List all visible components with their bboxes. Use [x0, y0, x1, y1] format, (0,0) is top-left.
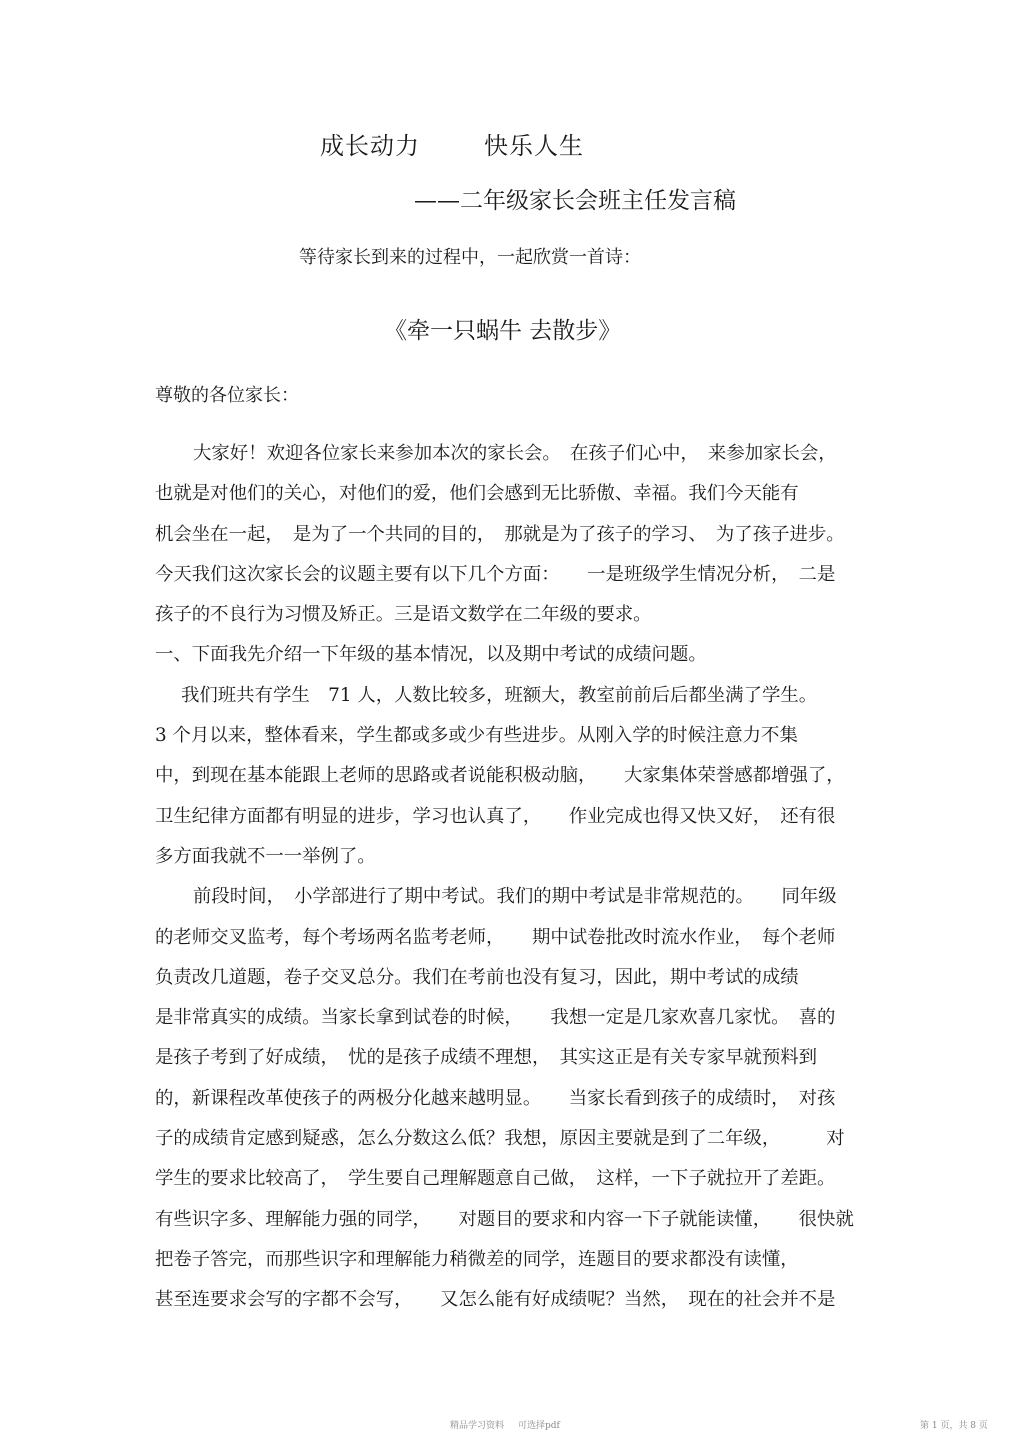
body-line: 卫生纪律方面都有明显的进步，学习也认真了， 作业完成也得又快又好， 还有很	[155, 805, 836, 827]
body-line: 中，到现在基本能跟上老师的思路或者说能积极动脑， 大家集体荣誉感都增强了，	[155, 765, 845, 787]
footer-left-a: 精品学习资料	[450, 1421, 505, 1431]
body-line: 有些识字多、理解能力强的同学， 对题目的要求和内容一下子就能读懂， 很快就	[155, 1208, 854, 1230]
body-line: 的，新课程改革使孩子的两极分化越来越明显。 当家长看到孩子的成绩时， 对孩	[155, 1087, 836, 1109]
body-line: 孩子的不良行为习惯及矫正。三是语文数学在二年级的要求。	[155, 604, 652, 626]
body-line: 一、下面我先介绍一下年级的基本情况，以及期中考试的成绩问题。	[155, 644, 707, 666]
intro-line: 等待家长到来的过程中，一起欣赏一首诗：	[299, 247, 641, 268]
body-line: 我们班共有学生 71 人，人数比较多，班额大，教室前前后后都坐满了学生。	[181, 684, 818, 706]
body-line: 大家好！欢迎各位家长来参加本次的家长会。 在孩子们心中， 来参加家长会，	[193, 443, 837, 464]
body-line: 学生的要求比较高了， 学生要自己理解题意自己做， 这样，一下子就拉开了差距。	[155, 1168, 836, 1190]
title-part-2: 快乐人生	[484, 132, 584, 160]
footer-left-b: 可选择pdf	[518, 1421, 560, 1431]
poem-title: 《牵一只蜗牛 去散步》	[384, 318, 622, 344]
body-line: 也就是对他们的关心，对他们的爱，他们会感到无比骄傲、幸福。我们今天能有	[155, 483, 799, 505]
body-line: 是非常真实的成绩。当家长拿到试卷的时候， 我想一定是几家欢喜几家忧。 喜的	[155, 1007, 836, 1029]
salutation: 尊敬的各位家长：	[155, 385, 299, 406]
body-line: 子的成绩肯定感到疑惑，怎么分数这么低？我想，原因主要就是到了二年级， 对	[155, 1128, 845, 1150]
body-line: 前段时间， 小学部进行了期中考试。我们的期中考试是非常规范的。 同年级	[193, 886, 837, 908]
body-line: 把卷子答完，而那些识字和理解能力稍微差的同学，连题目的要求都没有读懂，	[155, 1248, 799, 1270]
page-number: 第 1 页，共 8 页	[920, 1421, 988, 1431]
body-text	[155, 434, 875, 1321]
title-part-1: 成长动力	[320, 132, 420, 160]
document-subtitle: ——二年级家长会班主任发言稿	[414, 188, 736, 214]
body-line: 负责改几道题，卷子交叉总分。我们在考前也没有复习，因此，期中考试的成绩	[155, 966, 799, 988]
body-line: 的老师交叉监考，每个考场两名监考老师， 期中试卷批改时流水作业， 每个老师	[155, 926, 836, 948]
body-line: 机会坐在一起， 是为了一个共同的目的， 那就是为了孩子的学习、 为了孩子进步。	[155, 523, 845, 545]
body-line: 3 个月以来，整体看来，学生都或多或少有些进步。从刚入学的时候注意力不集	[155, 725, 798, 747]
document-title	[320, 126, 584, 161]
body-line: 是孩子考到了好成绩， 忧的是孩子成绩不理想， 其实这正是有关专家早就预料到	[155, 1047, 818, 1069]
body-line: 甚至连要求会写的字都不会写， 又怎么能有好成绩呢？当然， 现在的社会并不是	[155, 1289, 836, 1311]
footer-watermark	[450, 1418, 560, 1431]
body-line: 多方面我就不一一举例了。	[155, 845, 376, 867]
body-line: 今天我们这次家长会的议题主要有以下几个方面： 一是班级学生情况分析， 二是	[155, 563, 836, 585]
